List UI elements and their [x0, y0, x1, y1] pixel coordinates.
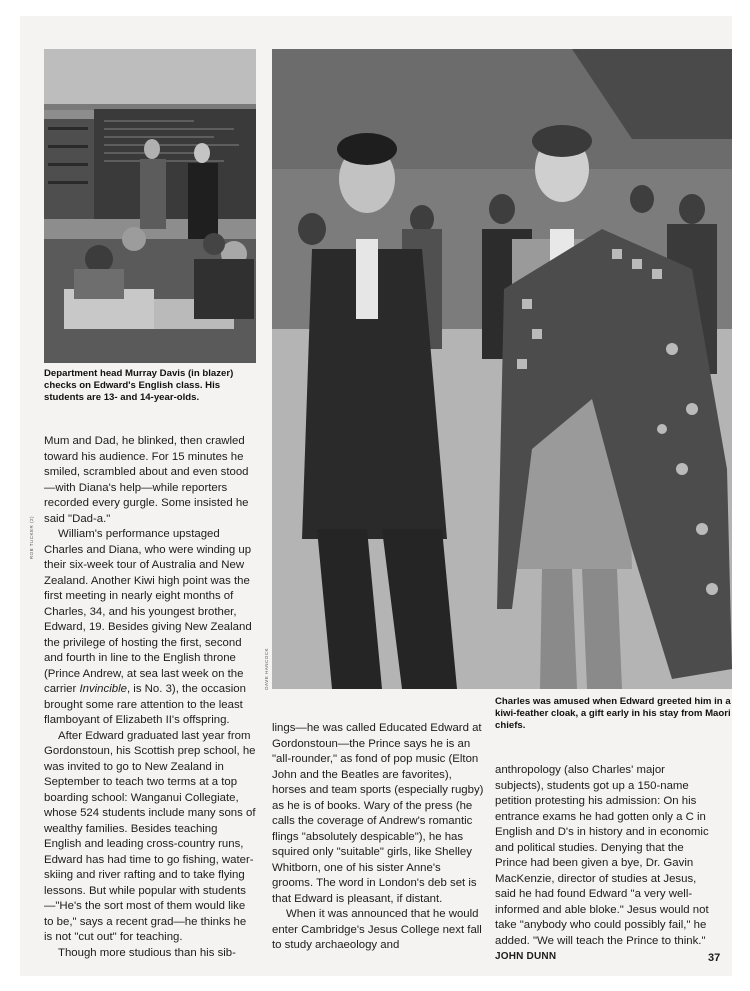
left-paragraph-2: William's performance upstaged Charles and Diana, who were winding up their six-week tour of Australia and New Zealand. Another Kiwi high point was the first meeting in nearly eight months of Charles, 34, and his youngest brother, Edward, 19. Besides giving New Zealand the privilege of hosting the first, second and fourth in line to the English throne (Prince Andrew, at sea last week on the carrier Invincible, is No. 3), the occasion brought some rare attention to the least flamboyant of Elizabeth II's offspring. [44, 528, 252, 726]
page-number: 37 [708, 952, 721, 964]
left-column [44, 434, 256, 961]
classroom-caption: Department head Murray Davis (in blazer) checks on Edward's English class. His students are 13- and 14-year-olds. [44, 368, 234, 403]
left-paragraph-1: Mum and Dad, he blinked, then crawled toward his audience. For 15 minutes he smiled, scrambled about and even stood—with Diana's help—while reporters recorded every gurgle. Some insisted he said "Dad-a." [44, 435, 249, 525]
right-paragraph: anthropology (also Charles' major subjects), students got up a 150-name petition protesting his admission: On his entrance exams he had gotten only a C in English and D's in history and in economic and political studies. Denying that the Prince had been given a bye, Dr. Gavin MacKenzie, director of studies at Jesus, said he had found Edward "a very well-informed and able bloke." Jesus would not take "anybody who could possibly fail," he added. "We will teach the Prince to think." JOHN DUNN [495, 764, 709, 962]
middle-paragraph-2: When it was announced that he would enter Cambridge's Jesus College next fall to study archaeology and [272, 908, 482, 951]
left-paragraph-3: After Edward graduated last year from Gordonstoun, his Scottish prep school, he was invited to go to New Zealand in September to teach two terms at a top boarding school: Wanganui Collegiate, whose 524 students include many sons of wealthy families. Besides teaching English and leading cross-country runs, Edward has had time to go fishing, water-skiing and river rafting and to take flying lessons. But while popular with students—"He's the sort most of them would like to be," says a recent grad—he thinks he is not "cut out" for teaching. [44, 729, 256, 943]
photo-credit-left: ROB TUCKER (2) [29, 516, 34, 560]
middle-paragraph-1: lings—he was called Educated Edward at Gordonstoun—the Prince says he is an "all-rounder," as fond of pop music (Elton John and the Beatles are favorites), horses and team sports (especially rugby) as he is of books. Wary of the press (he calls the coverage of Andrew's romantic flings "absolutely despicable"), he has squired only "suitable" girls, like Shelley Whitborn, one of his sister Anne's grooms. The word in London's deb set is that Edward is pleasant, if distant. [272, 722, 484, 905]
middle-column [272, 721, 484, 954]
classroom-photo [44, 49, 256, 363]
left-paragraph-4: Though more studious than his sib- [58, 946, 236, 959]
main-photo [272, 49, 732, 689]
magazine-page [20, 16, 732, 976]
right-column [495, 763, 711, 965]
byline: JOHN DUNN [495, 951, 557, 962]
photo-credit-main: DAVE HANCOCK [264, 648, 269, 690]
main-caption: Charles was amused when Edward greeted him in a kiwi-feather cloak, a gift early in his stay from Maori chiefs. [495, 696, 731, 731]
